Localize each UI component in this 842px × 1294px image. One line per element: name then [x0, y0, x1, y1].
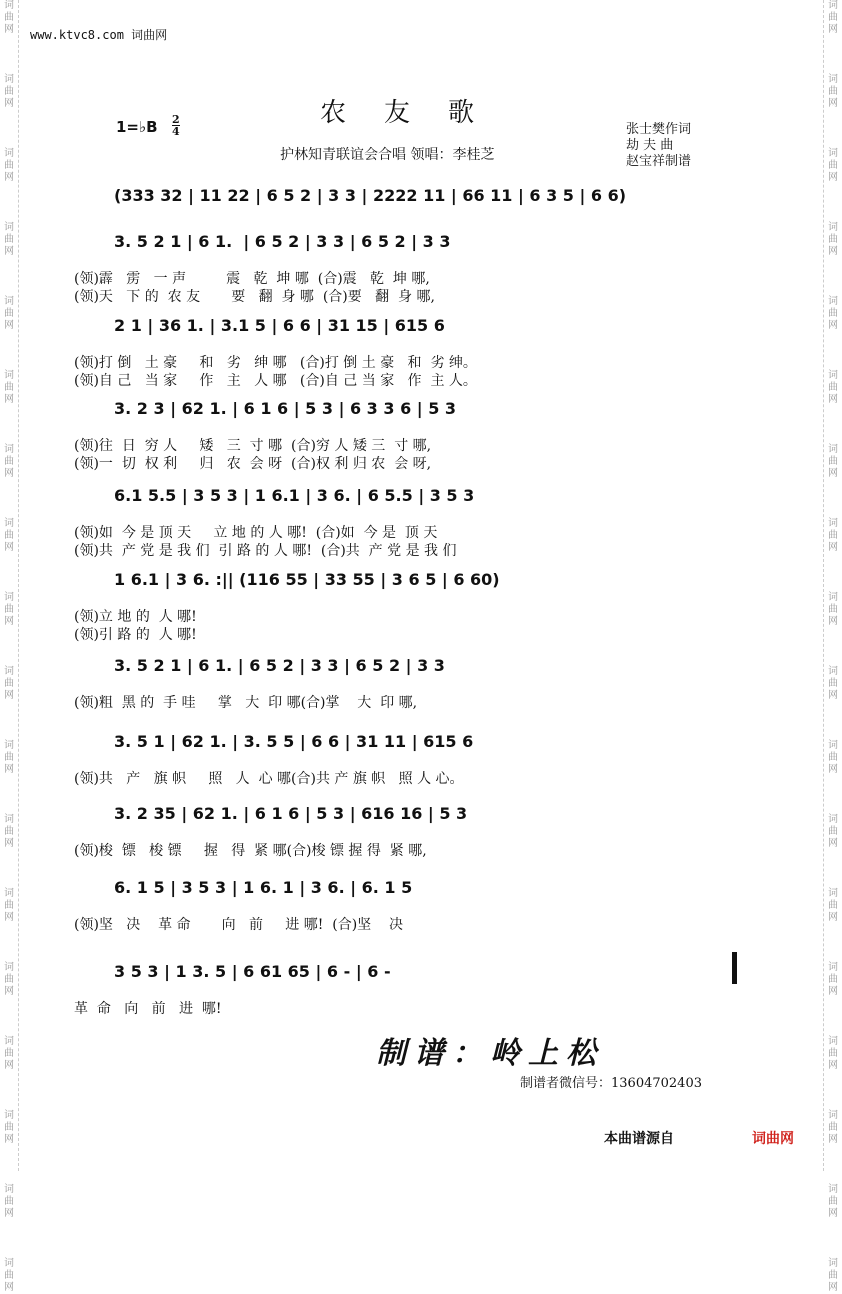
watermark-text: 词曲网	[828, 0, 838, 35]
lyric-line: (领)粗 黑 的 手 哇 掌 大 印 哪(合)掌 大 印 哪,	[74, 695, 418, 711]
arranger-signature: 制谱：岭上松	[376, 1036, 604, 1071]
watermark-text: 词曲网	[4, 148, 14, 183]
notation-text: 2 1 | 36 1. | 3.1 5 | 6 6 | 31 15 | 615 6	[114, 316, 445, 335]
right-margin-watermark	[823, 0, 842, 1293]
notation-text: 3. 5 2 1 | 6 1. | 6 5 2 | 3 3 | 6 5 2 | 3 3	[114, 656, 445, 675]
lyric-line: (领)天 下 的 农 友 要 翻 身 哪 (合)要 翻 身 哪,	[74, 289, 435, 305]
lyric-line: (领)引 路 的 人 哪!	[74, 627, 197, 643]
watermark-text: 词曲网	[4, 370, 14, 405]
watermark-text: 词曲网	[828, 1258, 838, 1293]
notation-text: 3. 5 1 | 62 1. | 3. 5 5 | 6 6 | 31 11 | 615 6	[114, 732, 474, 751]
watermark-text: 词曲网	[828, 888, 838, 923]
site-url[interactable]: www.ktvc8.com 词曲网	[30, 28, 168, 42]
watermark-text: 词曲网	[4, 814, 14, 849]
credits	[626, 122, 691, 170]
notation-line	[110, 312, 745, 342]
watermark-text: 词曲网	[828, 1184, 838, 1219]
lyric-line: (领)往 日 穷 人 矮 三 寸 哪 (合)穷 人 矮 三 寸 哪,	[74, 438, 432, 454]
notation-text: 3. 5 2 1 | 6 1. | 6 5 2 | 3 3 | 6 5 2 | 3 3	[114, 232, 451, 251]
time-signature	[172, 114, 180, 137]
watermark-text: 词曲网	[4, 1036, 14, 1071]
arranger: 赵宝祥制谱	[626, 154, 692, 169]
source-label: 本曲谱源自	[604, 1131, 674, 1147]
watermark-text: 词曲网	[828, 962, 838, 997]
watermark-text: 词曲网	[4, 1110, 14, 1145]
watermark-text: 词曲网	[4, 74, 14, 109]
notation-line	[110, 652, 745, 682]
watermark-text: 词曲网	[4, 0, 14, 35]
wechat-contact: 制谱者微信号：13604702403	[520, 1076, 702, 1091]
watermark-text: 词曲网	[828, 1036, 838, 1071]
lyric-line: (领)共 产 党 是 我 们 引 路 的 人 哪! (合)共 产 党 是 我 们	[74, 543, 457, 559]
watermark-text: 词曲网	[828, 296, 838, 331]
watermark-text: 词曲网	[828, 592, 838, 627]
lyric-line: (领)共 产 旗 帜 照 人 心 哪(合)共 产 旗 帜 照 人 心。	[74, 771, 464, 787]
notation-line	[110, 182, 745, 212]
notation-line	[110, 482, 745, 512]
source-brand[interactable]: 词曲网	[752, 1131, 794, 1147]
meter-top: 2	[172, 113, 180, 126]
watermark-text: 词曲网	[828, 148, 838, 183]
notation-text: 6. 1 5 | 3 5 3 | 1 6. 1 | 3 6. | 6. 1 5	[114, 878, 413, 897]
watermark-text: 词曲网	[4, 518, 14, 553]
watermark-text: 词曲网	[828, 74, 838, 109]
notation-text: 3. 2 35 | 62 1. | 6 1 6 | 5 3 | 616 16 | 5 3	[114, 804, 468, 823]
notation-text: 3 5 3 | 1 3. 5 | 6 61 65 | 6 - | 6 -	[114, 962, 391, 981]
watermark-text: 词曲网	[828, 814, 838, 849]
watermark-text: 词曲网	[4, 1258, 14, 1293]
lyric-line: (领)立 地 的 人 哪!	[74, 609, 197, 625]
final-barline	[732, 952, 737, 984]
notation-line	[110, 228, 745, 258]
lyric-line: (领)一 切 权 利 归 农 会 呀 (合)权 利 归 农 会 呀,	[74, 456, 432, 472]
meter-bottom: 4	[172, 125, 180, 138]
notation-text: (333 32 | 11 22 | 6 5 2 | 3 3 | 2222 11 | 66 11 | 6 3 5 | 6 6)	[114, 186, 627, 205]
watermark-text: 词曲网	[4, 592, 14, 627]
notation-line	[110, 958, 745, 988]
notation-line	[110, 728, 745, 758]
watermark-text: 词曲网	[828, 1110, 838, 1145]
notation-text: 1 6.1 | 3 6. :|| (116 55 | 33 55 | 3 6 5 | 6 60)	[114, 570, 500, 589]
notation-text: 6.1 5.5 | 3 5 3 | 1 6.1 | 3 6. | 6 5.5 | 3 5 3	[114, 486, 475, 505]
left-margin-watermark	[0, 0, 19, 1293]
notation-line	[110, 566, 745, 596]
watermark-text: 词曲网	[828, 222, 838, 257]
watermark-text: 词曲网	[828, 740, 838, 775]
composer: 劫 夫 曲	[626, 138, 674, 153]
watermark-text: 词曲网	[4, 666, 14, 701]
lyric-line: (领)梭 镖 梭 镖 握 得 紧 哪(合)梭 镖 握 得 紧 哪,	[74, 843, 427, 859]
lyric-line: (领)霹 雳 一 声 震 乾 坤 哪 (合)震 乾 坤 哪,	[74, 271, 430, 287]
watermark-text: 词曲网	[4, 888, 14, 923]
watermark-text: 词曲网	[828, 370, 838, 405]
song-title: 农友歌	[320, 98, 513, 128]
watermark-text: 词曲网	[4, 962, 14, 997]
lyricist: 张士樊作词	[626, 122, 692, 137]
lyric-line: 革 命 向 前 进 哪!	[74, 1001, 222, 1017]
lyric-line: (领)打 倒 土 豪 和 劣 绅 哪 (合)打 倒 土 豪 和 劣 绅。	[74, 355, 477, 371]
watermark-text: 词曲网	[828, 518, 838, 553]
watermark-text: 词曲网	[4, 222, 14, 257]
watermark-text: 词曲网	[4, 296, 14, 331]
notation-line	[110, 395, 745, 425]
key-signature: 1=♭B	[116, 118, 158, 136]
lyric-line: (领)自 己 当 家 作 主 人 哪 (合)自 己 当 家 作 主 人。	[74, 373, 477, 389]
watermark-text: 词曲网	[4, 1184, 14, 1219]
notation-line	[110, 874, 745, 904]
watermark-text: 词曲网	[4, 740, 14, 775]
lyric-line: (领)如 今 是 顶 天 立 地 的 人 哪! (合)如 今 是 顶 天	[74, 525, 438, 541]
notation-line	[110, 800, 745, 830]
watermark-text: 词曲网	[828, 444, 838, 479]
watermark-text: 词曲网	[4, 444, 14, 479]
watermark-text: 词曲网	[828, 666, 838, 701]
lyric-line: (领)坚 决 革 命 向 前 进 哪! (合)坚 决	[74, 917, 403, 933]
performers: 护林知青联谊会合唱 领唱：李桂芝	[280, 147, 495, 163]
notation-text: 3. 2 3 | 62 1. | 6 1 6 | 5 3 | 6 3 3 6 | 5 3	[114, 399, 457, 418]
